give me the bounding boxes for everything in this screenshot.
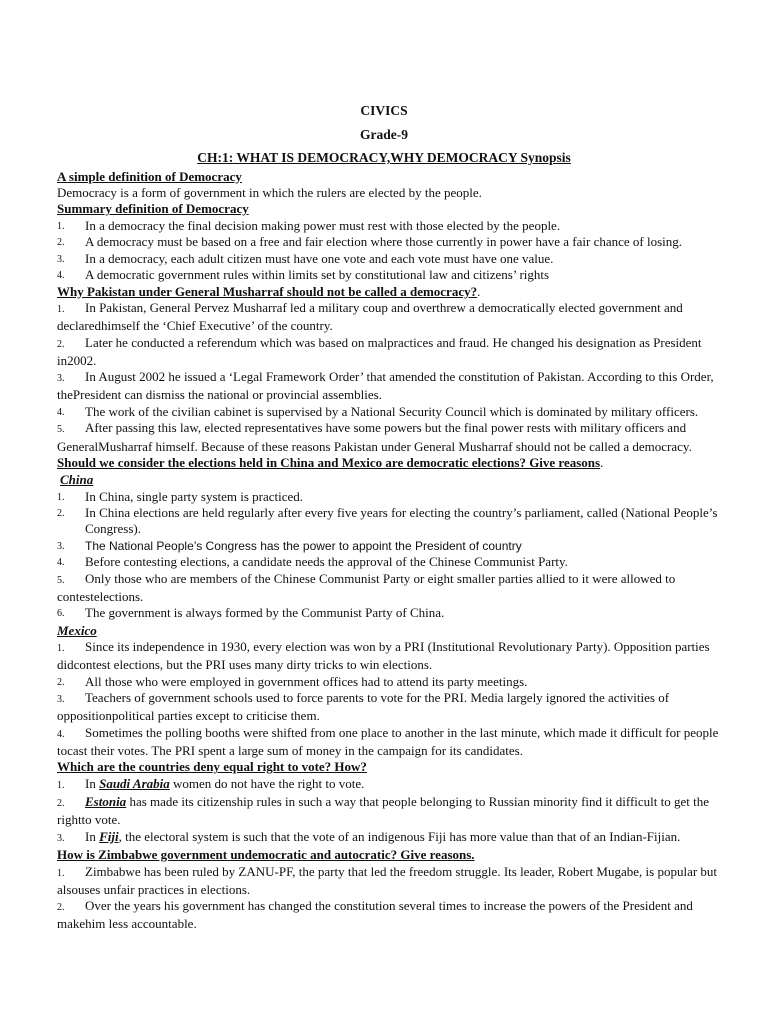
subheading-china: China (60, 472, 94, 488)
item-number: 1. (57, 491, 65, 503)
simple-definition-text: Democracy is a form of government in which the rulers are elected by the people. (57, 185, 482, 201)
mexico-item (57, 639, 723, 673)
china-item (57, 489, 723, 505)
item-text: The National People’s Congress has the power to appoint the President of country (85, 538, 522, 553)
subheading-mexico: Mexico (57, 622, 97, 638)
china-item (57, 554, 723, 570)
item-number: 1. (57, 642, 65, 654)
section-heading-equal-vote: Which are the countries deny equal right to vote? How? (57, 759, 367, 775)
china-item (57, 505, 723, 537)
country-item (57, 794, 723, 828)
item-text: , the electoral system is such that the vote of an indigenous Fiji has more value than that of an Indian-Fijian. (118, 828, 681, 844)
section-heading-china-mexico: Should we consider the elections held in China and Mexico are democratic elections? Give reasons (57, 455, 601, 471)
section-heading-pakistan-wrap (57, 284, 723, 300)
summary-item (57, 218, 723, 234)
section-heading-china-mexico-wrap (57, 455, 723, 471)
item-text: Only those who are members of the Chinese Communist Party or eight smaller parties allied to it were allowed to contestelections. (57, 570, 676, 604)
mexico-item (57, 690, 723, 724)
item-number: 2. (57, 902, 65, 914)
item-text-pre: In (85, 775, 100, 791)
item-number: 3. (57, 540, 65, 552)
item-text: In China elections are held regularly after every five years for electing the country’s parliament, called (National People’s Congress). (85, 505, 718, 537)
item-text: Before contesting elections, a candidate needs the approval of the Chinese Communist Party. (85, 554, 568, 570)
summary-item (57, 251, 723, 267)
country-item (57, 829, 723, 847)
item-number: 6. (57, 608, 65, 620)
chapter-heading: CH:1: WHAT IS DEMOCRACY,WHY DEMOCRACY Synopsis (197, 150, 571, 165)
summary-item (57, 234, 723, 250)
item-number: 5. (57, 424, 65, 436)
item-number: 4. (57, 557, 65, 569)
item-text: In a democracy, each adult citizen must have one vote and each vote must have one value. (85, 250, 554, 266)
item-text: All those who were employed in government offices had to attend its party meetings. (85, 673, 528, 689)
item-number: 2. (57, 676, 65, 688)
item-text: In China, single party system is practiced. (85, 488, 304, 504)
item-number: 4. (57, 406, 65, 418)
section-heading-summary-definition: Summary definition of Democracy (57, 201, 249, 217)
item-number: 2. (57, 798, 65, 810)
item-number: 1. (57, 867, 65, 879)
item-number: 3. (57, 373, 65, 385)
item-text: Since its independence in 1930, every election was won by a PRI (Institutional Revolutionary Party). Opposition parties didcontest elections, but the PRI uses many dirty tricks to win elections. (57, 638, 710, 673)
item-number: 2. (57, 237, 65, 249)
heading-suffix: . (600, 455, 604, 471)
item-number: 2. (57, 508, 65, 520)
china-item (57, 605, 723, 621)
item-text: Over the years his government has changed the constitution several times to increase the powers of the President and makehim less accountable. (57, 898, 693, 932)
item-text: A democratic government rules within limits set by constitutional law and citizens’ rights (85, 267, 550, 283)
item-text-pre: In (85, 828, 100, 844)
pakistan-item (57, 369, 723, 403)
item-text: In a democracy the final decision making power must rest with those elected by the people. (85, 217, 561, 233)
item-text: women do not have the right to vote. (169, 775, 365, 791)
item-text: Zimbabwe has been ruled by ZANU-PF, the party that led the freedom struggle. Its leader, Robert Mugabe, is popular but alsouses unfair practices in elections. (57, 863, 718, 897)
item-number: 1. (57, 303, 65, 315)
country-name: Estonia (85, 794, 127, 810)
country-item (57, 776, 723, 794)
item-text: Teachers of government schools used to force parents to vote for the PRI. Media largely ignored the activities of oppositionpolitical parties except to criticise them. (57, 690, 670, 724)
section-heading-pakistan: Why Pakistan under General Musharraf should not be called a democracy? (57, 283, 478, 299)
item-number: 4. (57, 270, 65, 282)
zimbabwe-item (57, 864, 723, 898)
zimbabwe-item (57, 898, 723, 932)
item-text: The government is always formed by the Communist Party of China. (85, 605, 445, 621)
mexico-item (57, 674, 723, 690)
section-heading-simple-definition: A simple definition of Democracy (57, 169, 242, 184)
pakistan-item (57, 420, 723, 454)
item-number: 5. (57, 574, 65, 586)
heading-suffix: . (477, 283, 481, 299)
section-heading-zimbabwe: How is Zimbabwe government undemocratic and autocratic? Give reasons. (57, 847, 475, 863)
item-text: In August 2002 he issued a ‘Legal Framework Order’ that amended the constitution of Pakistan. According to this Order, thePresident can dismiss the national or provincial assemblies. (57, 369, 714, 403)
country-name: Saudi Arabia (99, 775, 170, 791)
document-body (57, 169, 723, 933)
item-text: After passing this law, elected representatives have some powers but the final power rests with military officers and GeneralMusharraf himself. Because of these reasons Pakistan under General Musharraf should not be called a democracy. (57, 420, 692, 454)
summary-item (57, 267, 723, 283)
item-number: 2. (57, 338, 65, 350)
grade-heading: Grade-9 (360, 127, 408, 142)
china-item (57, 538, 723, 554)
country-name: Fiji (99, 828, 119, 844)
item-text: Later he conducted a referendum which was based on malpractices and fraud. He changed his designation as President in2002. (57, 334, 702, 368)
item-text: The work of the civilian cabinet is supervised by a National Security Council which is dominated by military officers. (85, 403, 699, 419)
document-title: CIVICS (360, 103, 408, 118)
item-number: 3. (57, 253, 65, 265)
item-text: A democracy must be based on a free and fair election where those currently in power have a fair chance of losing. (85, 234, 683, 250)
item-text: Sometimes the polling booths were shifted from one place to another in the last minute, which made it difficult for people tocast their votes. The PRI spent a large sum of money in the campaign for its candidates. (57, 724, 719, 758)
item-number: 3. (57, 694, 65, 706)
pakistan-item (57, 404, 723, 420)
item-number: 1. (57, 779, 65, 791)
china-item (57, 571, 723, 605)
item-text: In Pakistan, General Pervez Musharraf led a military coup and overthrew a democratically elected government and declaredhimself the ‘Chief Executive’ of the country. (57, 299, 683, 334)
pakistan-item (57, 335, 723, 369)
item-number: 1. (57, 220, 65, 232)
item-number: 4. (57, 728, 65, 740)
item-text: has made its citizenship rules in such a way that people belonging to Russian minority find it difficult to get the rightto vote. (57, 794, 710, 828)
pakistan-item (57, 300, 723, 334)
item-number: 3. (57, 832, 65, 844)
mexico-item (57, 725, 723, 759)
